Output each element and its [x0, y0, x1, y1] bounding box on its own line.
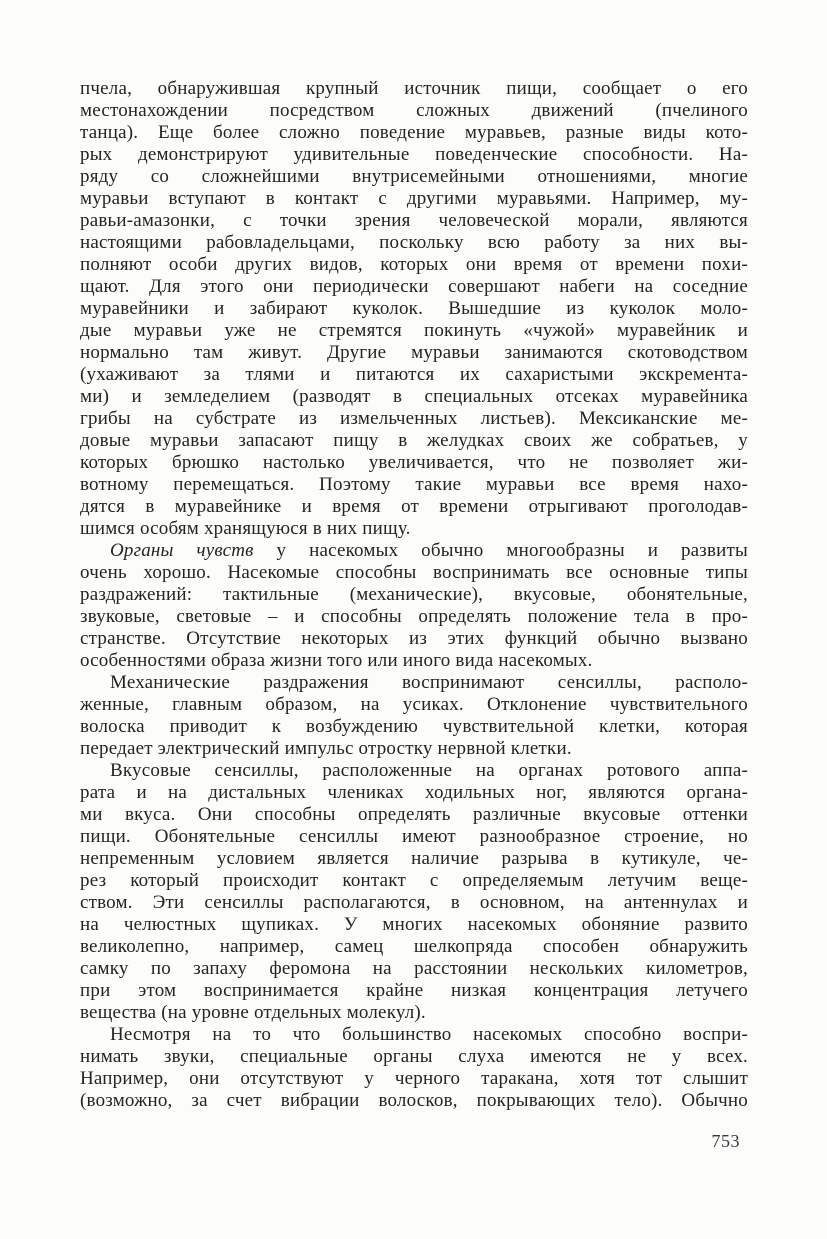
- text-line: равьи-амазонки, с точки зрения человеческой морали, являются: [80, 210, 748, 231]
- paragraph: [80, 1024, 748, 1112]
- text-line: дые муравьи уже не стремятся покинуть «чужой» муравейник и: [80, 320, 748, 341]
- text-line: которых брюшко настолько увеличивается, что не позволяет жи-: [80, 452, 748, 473]
- text-line: щают. Для этого они периодически совершают набеги на соседние: [80, 276, 748, 297]
- text-line: настоящими рабовладельцами, поскольку всю работу за них вы-: [80, 232, 748, 253]
- text-line: нимать звуки, специальные органы слуха имеются не у всех.: [80, 1046, 748, 1067]
- text-line: волоска приводит к возбуждению чувствительной клетки, которая: [80, 716, 748, 737]
- text-line: при этом воспринимается крайне низкая концентрация летучего: [80, 980, 748, 1001]
- text-line: раздражений: тактильные (механические), вкусовые, обонятельные,: [80, 584, 748, 605]
- text-line: дятся в муравейнике и время от времени отрыгивают проголодав-: [80, 496, 748, 517]
- text-line: [80, 540, 748, 562]
- text-line: довые муравьи запасают пищу в желудках своих же собратьев, у: [80, 430, 748, 451]
- text-line: на челюстных щупиках. У многих насекомых обоняние развито: [80, 914, 748, 935]
- text-line: (возможно, за счет вибрации волосков, покрывающих тело). Обычно: [80, 1090, 748, 1111]
- text-line: грибы на субстрате из измельченных листьев). Мексиканские ме-: [80, 408, 748, 429]
- text-line: ми) и земледелием (разводят в специальных отсеках муравейника: [80, 386, 748, 407]
- text-line: великолепно, например, самец шелкопряда способен обнаружить: [80, 936, 748, 957]
- text-line: Механические раздражения воспринимают сенсиллы, располо-: [110, 672, 748, 693]
- text-line: ством. Эти сенсиллы располагаются, в основном, на антеннулах и: [80, 892, 748, 913]
- text-line: странстве. Отсутствие некоторых из этих функций обычно вызвано: [80, 628, 748, 649]
- text-line: ряду со сложнейшими внутрисемейными отношениями, многие: [80, 166, 748, 187]
- text-line: шимся особям хранящуюся в них пищу.: [80, 518, 411, 539]
- text-line: вещества (на уровне отдельных молекул).: [80, 1002, 426, 1023]
- text-line: самку по запаху феромона на расстоянии нескольких километров,: [80, 958, 748, 979]
- text-line: рата и на дистальных члениках ходильных ног, являются органа-: [80, 782, 748, 803]
- paragraph: [80, 78, 748, 540]
- text-line: особенностями образа жизни того или иного вида насекомых.: [80, 650, 593, 671]
- text-line: полняют особи других видов, которых они время от времени похи-: [80, 254, 748, 275]
- text-line: Например, они отсутствуют у черного таракана, хотя тот слышит: [80, 1068, 748, 1089]
- text-line: передает электрический импульс отростку нервной клетки.: [80, 738, 572, 759]
- paragraph: [80, 760, 748, 1024]
- page-number: 753: [711, 1131, 740, 1151]
- text-line: рез который происходит контакт с определяемым летучим веще-: [80, 870, 748, 891]
- line-text: у насекомых обычно многообразны и развиты: [276, 540, 748, 561]
- text-line: местонахождении посредством сложных движений (пчелиного: [80, 100, 748, 121]
- text-line: муравьи вступают в контакт с другими муравьями. Например, му-: [80, 188, 748, 209]
- text-line: женные, главным образом, на усиках. Отклонение чувствительного: [80, 694, 748, 715]
- text-line: непременным условием является наличие разрыва в кутикуле, че-: [80, 848, 748, 869]
- text-line: рых демонстрируют удивительные поведенческие способности. На-: [80, 144, 748, 165]
- text-line: Несмотря на то что большинство насекомых способно воспри-: [110, 1024, 748, 1045]
- text-line: звуковые, световые – и способны определять положение тела в про-: [80, 606, 748, 627]
- text-line: (ухаживают за тлями и питаются их сахаристыми экскремента-: [80, 364, 748, 385]
- text-line: нормально там живут. Другие муравьи занимаются скотоводством: [80, 342, 748, 363]
- paragraph: [80, 672, 748, 760]
- italic-lead: Органы чувств: [110, 540, 254, 561]
- text-line: очень хорошо. Насекомые способны воспринимать все основные типы: [80, 562, 748, 583]
- paragraph: [80, 540, 748, 672]
- text-line: пчела, обнаружившая крупный источник пищи, сообщает о его: [80, 78, 748, 99]
- text-line: муравейники и забирают куколок. Вышедшие из куколок моло-: [80, 298, 748, 319]
- text-line: танца). Еще более сложно поведение муравьев, разные виды кото-: [80, 122, 748, 143]
- text-block: [80, 78, 748, 1112]
- text-line: пищи. Обонятельные сенсиллы имеют разнообразное строение, но: [80, 826, 748, 847]
- text-line: ми вкуса. Они способны определять различные вкусовые оттенки: [80, 804, 748, 825]
- text-line: вотному перемещаться. Поэтому такие муравьи все время нахо-: [80, 474, 748, 495]
- text-line: Вкусовые сенсиллы, расположенные на органах ротового аппа-: [110, 760, 748, 781]
